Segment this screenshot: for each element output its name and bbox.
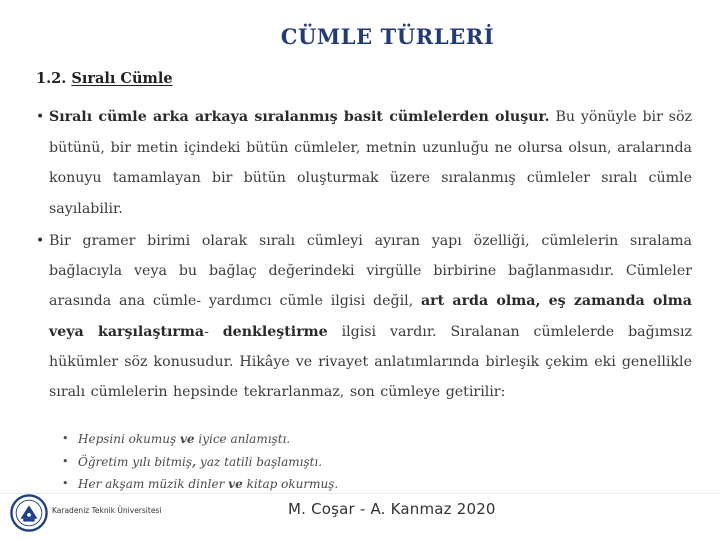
example-conjunction: ve: [179, 432, 195, 446]
paragraph-body: Bu yönüyle bir söz bütünü, bir metin içindeki bütün cümleler, metnin uzunluğu ne olursa olsun, aralarında konuyu tamamlayan bir bütün oluşturmak üzere sıralanmış cümleler sıralı cümle sayılabilir.: [49, 109, 692, 217]
slide-footer: [0, 494, 720, 534]
example-conjunction: ,: [192, 454, 197, 469]
example-text: Hepsini okumuş: [78, 432, 180, 446]
paragraph-body: ilgisi vardır. Sıralanan cümlelerde bağımsız hükümler söz konusudur. Hikâye ve rivayet anlatımlarında birleşik çekim eki genellikle sıralı cümlelerin hepsinde tekrarlanmaz, son cümleye getirilir:: [49, 323, 692, 401]
paragraph-body: -: [204, 323, 223, 340]
example-conjunction: ve: [228, 477, 243, 491]
example-text: yaz tatili başlamıştı.: [196, 454, 323, 469]
slide-title: CÜMLE TÜRLERİ: [280, 24, 495, 49]
paragraph-bold-lead: Sıralı cümle arka arkaya sıralanmış basit cümlelerden oluşur.: [49, 109, 550, 125]
bullet-marker: •: [62, 454, 69, 468]
section-number: 1.2.: [36, 70, 67, 87]
example-item: [62, 451, 462, 474]
bullet-paragraph-1: [36, 102, 692, 224]
example-text: iyice anlamıştı.: [194, 432, 291, 446]
paragraph-bold-phrase: denkleştirme: [222, 323, 328, 340]
footer-authors: M. Coşar - A. Kanmaz 2020: [288, 500, 496, 518]
paragraph-bold-phrase: art arda olma, eş zamanda olma veya karşılaştırma: [49, 293, 692, 340]
section-heading: [36, 70, 173, 87]
university-logo-icon: [10, 494, 48, 532]
example-list: [62, 428, 462, 496]
paragraph-body: Bir gramer birimi olarak sıralı cümleyi ayıran yapı özelliği, cümlelerin sıralama bağlacıyla veya bu bağlaç değerindeki virgülle birbirine bağlanmasıdır. Cümleler arasında ana cümle- yardımcı cümle ilgisi değil,: [49, 233, 692, 310]
paragraph-text: [49, 102, 692, 224]
example-text: Her akşam müzik dinler: [78, 477, 229, 491]
bullet-paragraph-2: [36, 226, 692, 407]
example-text: Öğretim yılı bitmiş: [78, 454, 193, 469]
bullet-marker: •: [62, 477, 69, 490]
example-item: [62, 428, 462, 451]
bullet-marker: •: [62, 432, 69, 445]
bullet-marker: •: [36, 233, 45, 249]
university-name: Karadeniz Teknik Üniversitesi: [52, 506, 162, 515]
example-text: kitap okurmuş.: [242, 477, 339, 491]
bullet-marker: •: [36, 109, 45, 125]
paragraph-text: [49, 226, 692, 407]
section-name: Sıralı Cümle: [71, 70, 173, 87]
